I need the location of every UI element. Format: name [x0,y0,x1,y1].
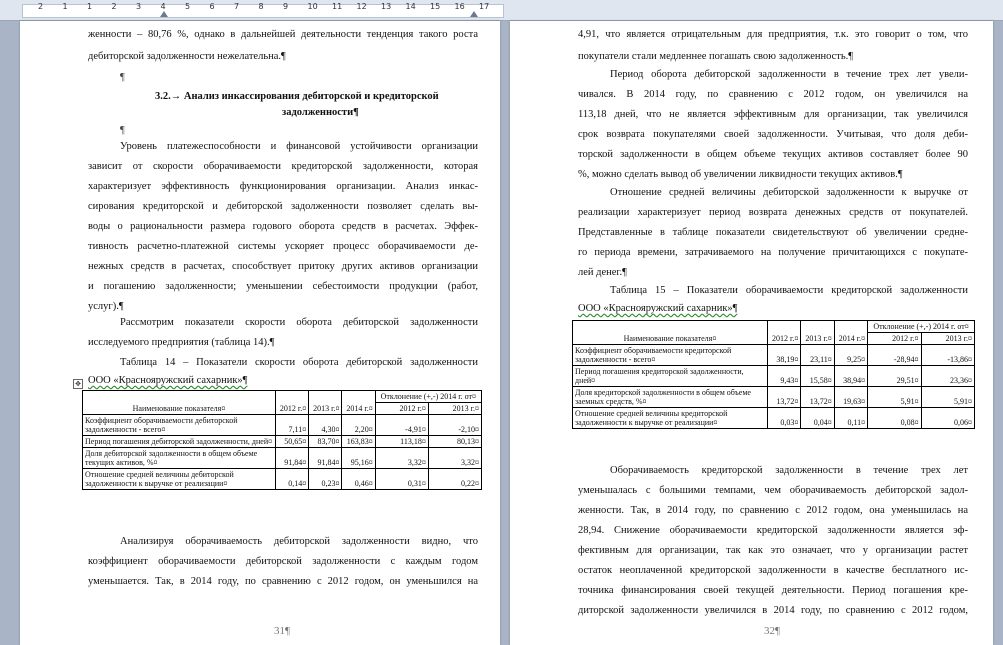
text-line: точника финансирования своей текущей деятельности. Период погашения кре- [578,585,968,596]
text-line: чивался. В 2014 году, по сравнению с 2012 годом, он увеличился на [578,89,968,100]
cell: 0,11¤ [834,408,867,429]
table-15 [572,320,975,429]
row-label: Период погашения кредиторской задолженности, дней¤ [573,366,768,387]
cell: 0,46¤ [342,469,375,490]
ruler-tick: 7 [234,2,240,11]
indent-marker[interactable] [160,11,168,17]
row-label: Коэффициент оборачиваемости дебиторской задолженности - всего¤ [83,415,276,436]
cell: 13,72¤ [801,387,834,408]
ruler-tick: 6 [209,2,215,11]
text-line: реализации характеризует период возврата денежных средств от покупателей. [578,207,968,218]
ruler-tick: 5 [185,2,191,11]
row-label: Коэффициент оборачиваемости кредиторской задолженности - всего¤ [573,345,768,366]
ruler-tick: 12 [356,2,367,11]
cell: 0,06¤ [921,408,974,429]
text-line: сирования кредиторской и дебиторской задолженности позволяет сделать вы- [88,201,478,212]
ruler-tick: 16 [454,2,465,11]
text-line: характеризует эффективность функционирования организации. Анализ инкас- [88,181,478,192]
text-line: торской задолженности в общем объеме текущих активов составляет более 90 [578,149,968,160]
cell: 19,63¤ [834,387,867,408]
cell: 50,65¤ [276,436,309,448]
table-caption-company: ООО «Краснояружский сахарник»¶ [88,375,248,386]
cell: -4,91¤ [375,415,428,436]
section-heading-cont: задолженности¶ [282,107,359,118]
cell: 91,84¤ [309,448,342,469]
cell: 38,19¤ [768,345,801,366]
cell: 7,11¤ [276,415,309,436]
text-line: исследуемого предприятия (таблица 14).¶ [88,337,275,348]
cell: 5,91¤ [868,387,921,408]
table-row [83,469,482,490]
cell: 5,91¤ [921,387,974,408]
cell: 0,22¤ [428,469,481,490]
header-cell: 2014 г.¤ [342,391,375,415]
table-row [573,366,975,387]
text-line: остаток неоплаченной кредиторской задолженности в качестве бесплатного ис- [578,565,968,576]
horizontal-ruler[interactable] [0,0,1003,21]
text-line: Представленные в таблице показатели свидетельствуют об увеличении средне- [578,227,968,238]
text-line: уменьшается. Так, в 2014 году, по сравнению с 2012 годом, он уменьшился на [88,576,478,587]
text-line: Оборачиваемость кредиторской задолженности в течение трех лет [610,465,968,476]
cell: 0,08¤ [868,408,921,429]
table-row [573,345,975,366]
ruler-tick: 2 [38,2,44,11]
text-line: и погашению задолженности; уменьшении себестоимости продукции (работ, [88,281,478,292]
cell: 23,36¤ [921,366,974,387]
ruler-tick: 15 [430,2,441,11]
header-cell: 2013 г.¤ [309,391,342,415]
text-line: диторской задолженности увеличился в 2014 году, по сравнению с 2012 годом, [578,605,968,616]
cell: 0,03¤ [768,408,801,429]
header-cell: Наименование показателя¤ [573,321,768,345]
text-line: Период оборота дебиторской задолженности в течение трех лет увели- [610,69,968,80]
row-label: Доля дебиторской задолженности в общем объеме текущих активов, %¤ [83,448,276,469]
text-line: уменьшалась с большими темпами, чем оборачиваемость дебиторской задол- [578,485,968,496]
header-cell: Отклонение (+,-) 2014 г. от¤ [868,321,975,333]
section-heading: 3.2.→ Анализ инкассирования дебиторской и кредиторской [155,91,439,102]
text-line: воды о рациональности размера годового оборота средств в расчетах. Эффек- [88,221,478,232]
table-caption: Таблица 15 – Показатели оборачиваемости кредиторской задолженности [610,285,968,296]
text-line: услуг).¶ [88,301,124,312]
ruler-tick: 3 [136,2,142,11]
row-label: Отношение средней величины дебиторской задолженности к выручке от реализации¤ [83,469,276,490]
cell: 0,31¤ [375,469,428,490]
cell: 13,72¤ [768,387,801,408]
table-row [83,436,482,448]
text-line: фективным для организации, так как это означает, что у организации растет [578,545,968,556]
cell: 91,84¤ [276,448,309,469]
text-line: лей денег.¶ [578,267,627,278]
page-32[interactable] [510,21,993,645]
header-cell: 2012 г.¤ [375,403,428,415]
cell: 9,43¤ [768,366,801,387]
cell: 9,25¤ [834,345,867,366]
row-label: Период погашения дебиторской задолженности, дней¤ [83,436,276,448]
cell: 38,94¤ [834,366,867,387]
cell: 2,20¤ [342,415,375,436]
header-cell: 2012 г.¤ [768,321,801,345]
table-row [573,408,975,429]
ruler-tick: 9 [283,2,289,11]
cell: 80,13¤ [428,436,481,448]
ruler-tick: 14 [405,2,416,11]
ruler-tick: 10 [307,2,318,11]
table-row [573,387,975,408]
header-cell: 2013 г.¤ [428,403,481,415]
header-cell: Наименование показателя¤ [83,391,276,415]
text-line: покупатели стали медленнее погашать свою задолженность.¶ [578,51,854,62]
cell: 95,16¤ [342,448,375,469]
text-line: женности. Так, в 2014 году, по сравнению с 2012 годом, она уменьшилась на [578,505,968,516]
cell: 113,18¤ [375,436,428,448]
table-row [83,415,482,436]
table-move-handle[interactable]: ✥ [73,379,83,389]
table-caption-company: ООО «Краснояружский сахарник»¶ [578,303,738,314]
cell: 23,11¤ [801,345,834,366]
ruler-tick: 11 [332,2,343,11]
table-14 [82,390,482,490]
text-line: женности – 80,76 %, однако в дальнейшей деятельности тенденция такого роста [88,29,478,40]
cell: 0,04¤ [801,408,834,429]
row-label: Отношение средней величины кредиторской задолженности к выручке от реализации¤ [573,408,768,429]
page-31[interactable] [20,21,500,645]
table-header-row [573,321,975,333]
cell: 29,51¤ [868,366,921,387]
cell: 3,32¤ [428,448,481,469]
text-line: срок возврата покупателями своей задолженности. Учитывая, что доля деби- [578,129,968,140]
ruler-tick: 4 [160,2,166,11]
header-cell: 2013 г.¤ [921,333,974,345]
text-line: Отношение средней величины дебиторской задолженности к выручке от [610,187,968,198]
empty-paragraph-mark: ¶ [120,72,125,83]
text-line: го периода времени, затрачиваемого на получение причитающихся с покупате- [578,247,968,258]
text-line: %, можно сделать вывод об увеличении ликвидности текущих активов.¶ [578,169,903,180]
ruler-tick: 13 [381,2,392,11]
text-line: тивность расчетно-платежной системы ускоряет процесс оборачиваемости де- [88,241,478,252]
cell: 0,23¤ [309,469,342,490]
row-label: Доля кредиторской задолженности в общем объеме заемных средств, %¤ [573,387,768,408]
header-cell: 2013 г.¤ [801,321,834,345]
cell: -13,86¤ [921,345,974,366]
table-row [83,448,482,469]
table-header-row [83,391,482,403]
ruler-tick: 1 [62,2,68,11]
header-cell: Отклонение (+,-) 2014 г. от¤ [375,391,481,403]
table-caption: Таблица 14 – Показатели скорости оборота дебиторской задолженности [120,357,478,368]
cell: 4,30¤ [309,415,342,436]
header-cell: 2012 г.¤ [868,333,921,345]
page-number: 32¶ [764,625,780,637]
cell: 0,14¤ [276,469,309,490]
text-line: дебиторской задолженности нежелательна.¶ [88,51,286,62]
ruler-tick: 1 [87,2,93,11]
text-line: 28,94. Снижение оборачиваемости кредиторской задолженности является эф- [578,525,968,536]
cell: 3,32¤ [375,448,428,469]
ruler-tick: 2 [111,2,117,11]
header-cell: 2014 г.¤ [834,321,867,345]
cell: -2,10¤ [428,415,481,436]
right-indent-marker[interactable] [470,11,478,17]
cell: 163,83¤ [342,436,375,448]
ruler-tick: 17 [479,2,490,11]
text-line: Рассмотрим показатели скорости оборота дебиторской задолженности [120,317,478,328]
empty-paragraph-mark: ¶ [120,125,125,136]
text-line: нежных средств в расчетах, способствует притоку других активов организации [88,261,478,272]
header-cell: 2012 г.¤ [276,391,309,415]
text-line: Уровень платежеспособности и финансовой устойчивости организации [120,141,478,152]
text-line: зависит от скорости оборачиваемости кредиторской задолженности, которая [88,161,478,172]
ruler-tick: 8 [258,2,264,11]
text-line: 113,18 дней, что не является эффективным для организации, так увеличился [578,109,968,120]
text-line: коэффициент оборачиваемости дебиторской задолженности с каждым годом [88,556,478,567]
text-line: 4,91, что является отрицательным для предприятия, т.к. это говорит о том, что [578,29,968,40]
cell: 83,70¤ [309,436,342,448]
text-line: Анализируя оборачиваемость дебиторской задолженности видно, что [120,536,478,547]
cell: 15,58¤ [801,366,834,387]
cell: -28,94¤ [868,345,921,366]
page-number: 31¶ [274,625,290,637]
